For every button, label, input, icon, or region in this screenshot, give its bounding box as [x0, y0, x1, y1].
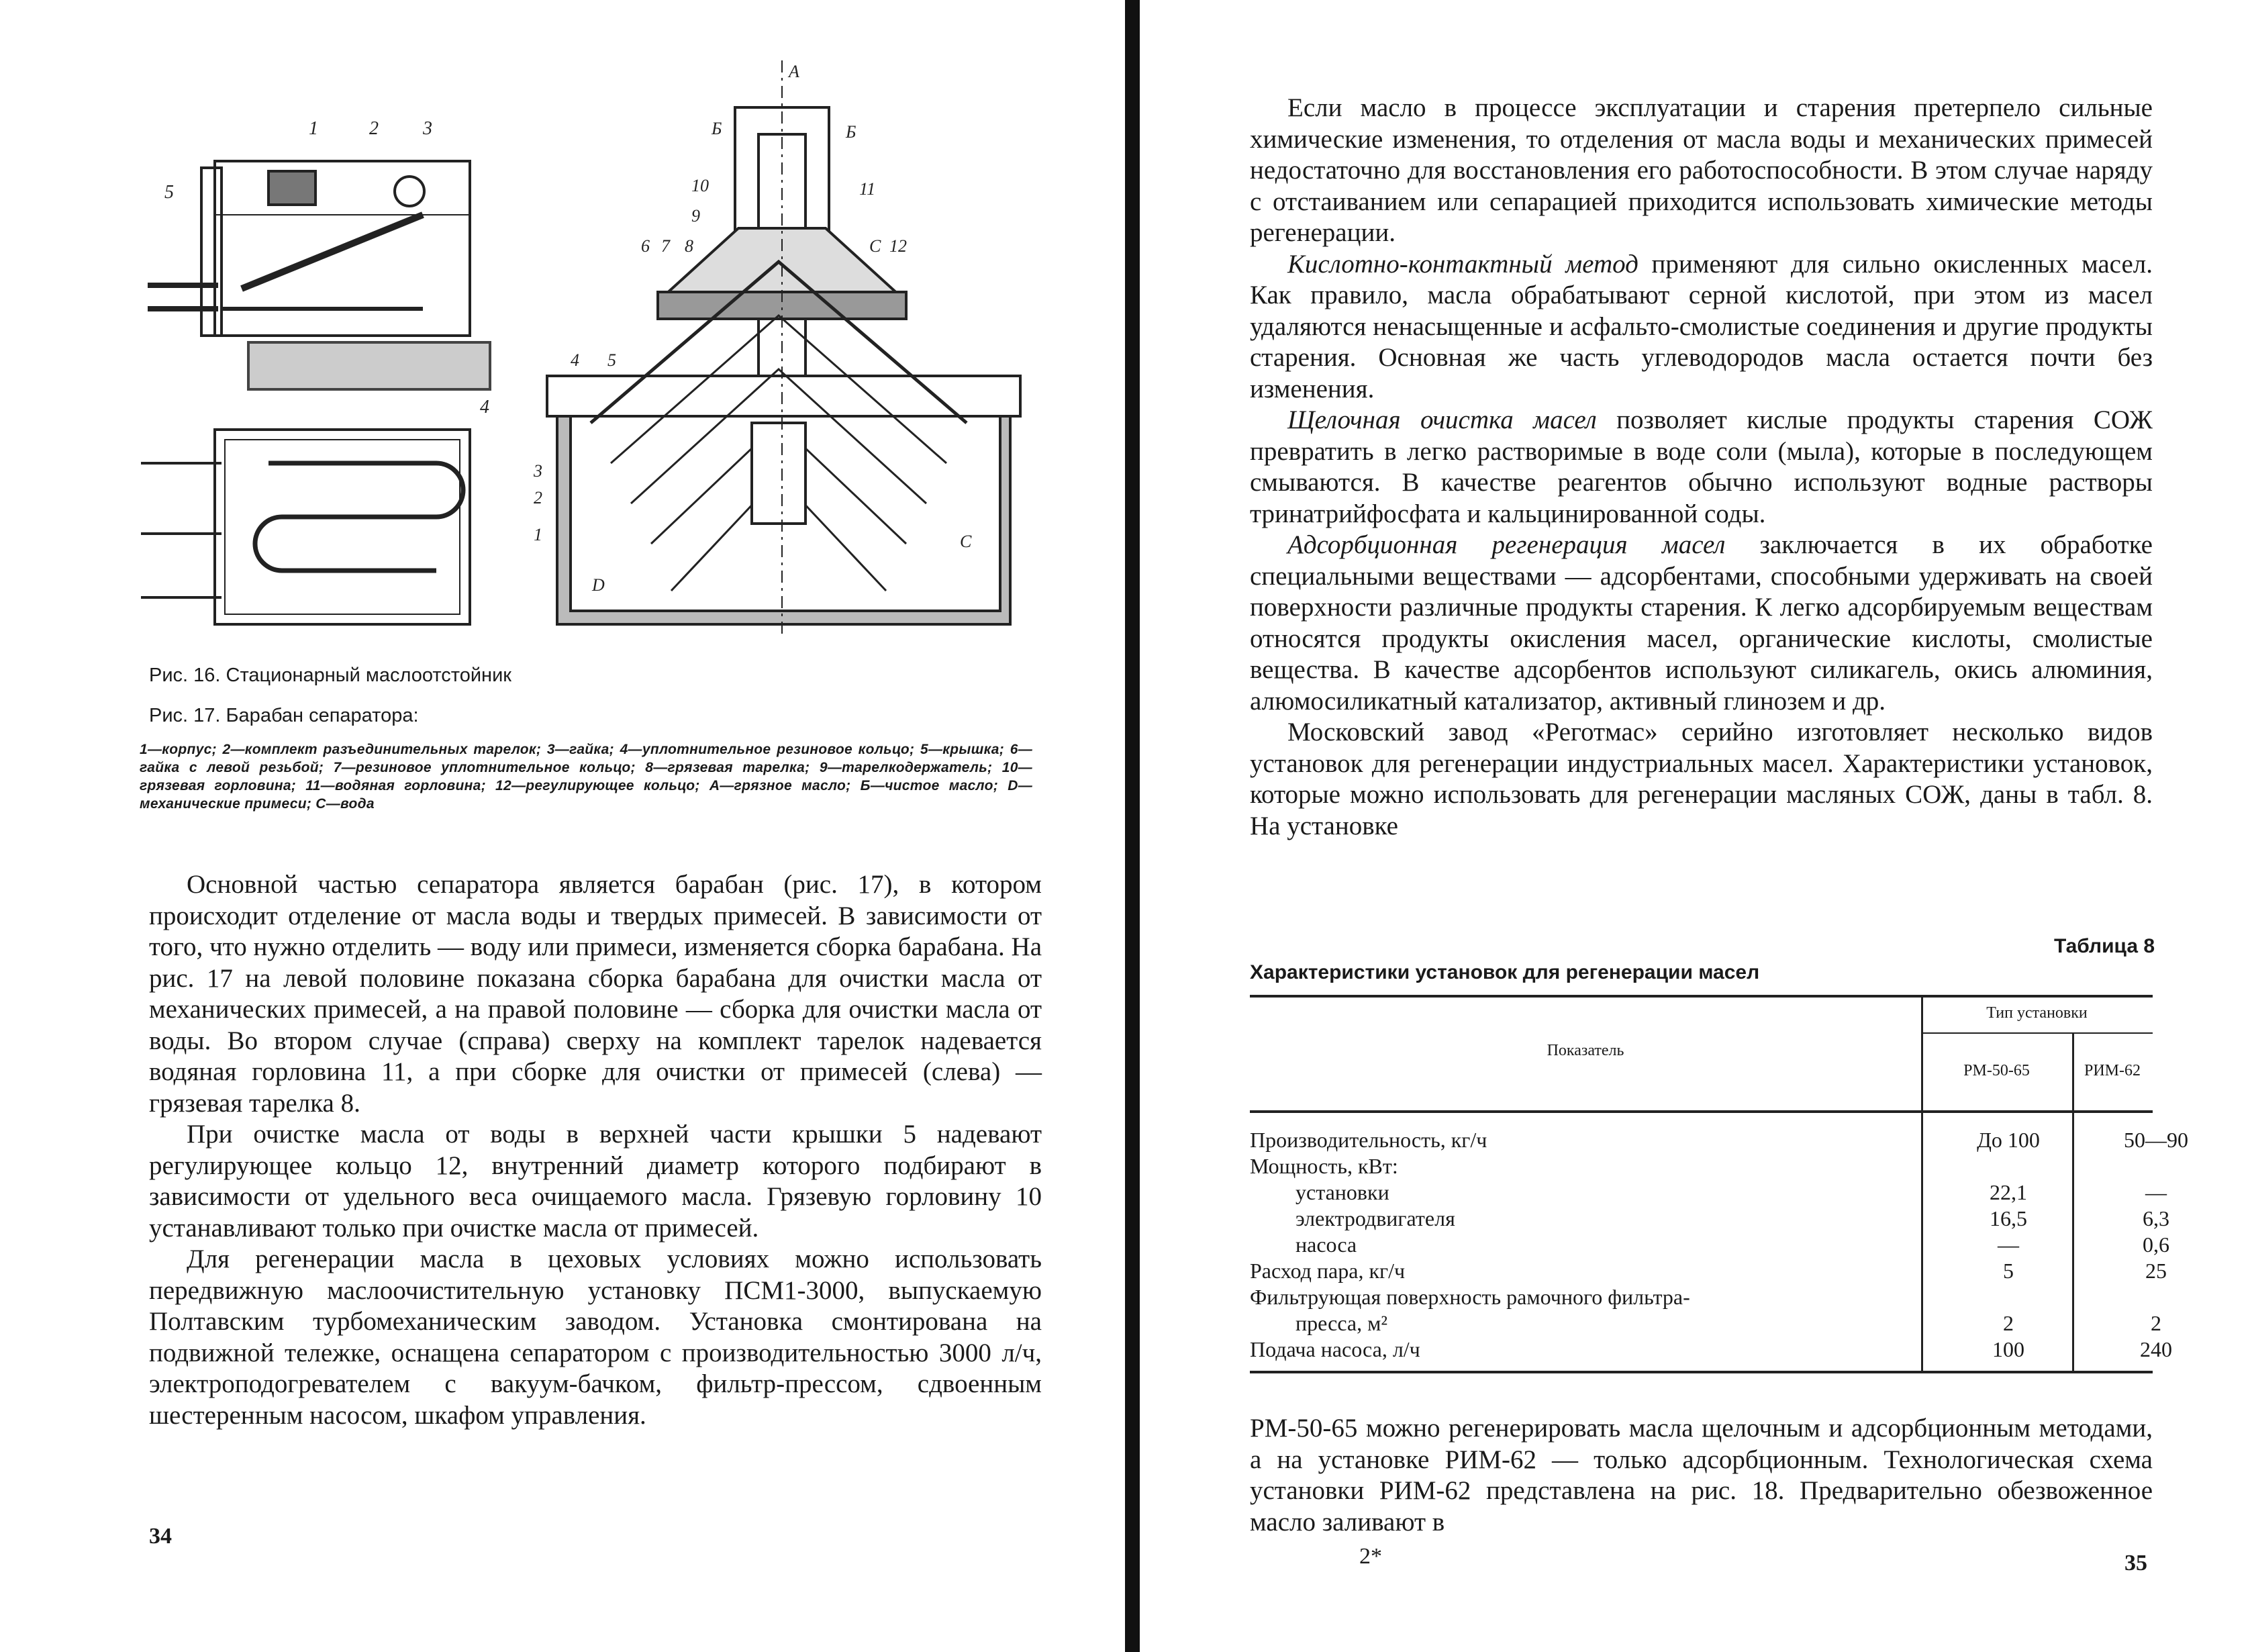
row-label-text: Подача насоса, л/ч — [1250, 1337, 1420, 1361]
table-row — [1250, 1337, 2172, 1361]
row-label — [1250, 1128, 1921, 1153]
fig17-callout: 1 — [534, 525, 542, 544]
row-label-text: Производительность, кг/ч — [1250, 1128, 1487, 1152]
fig16-callout: 1 — [309, 118, 318, 139]
paragraph-rest: позволяет кислые продукты старения СОЖ превратить в легко растворимые в воде соли (мыла), которые в последующем смываются. В качестве реагентов обычно используют водные растворы тринатрийфосфата и кальцинированной соды. — [1250, 405, 2153, 528]
right-page — [1155, 0, 2250, 1652]
disc-holder — [752, 423, 805, 524]
paragraph-italic-lead — [1250, 530, 2153, 717]
cell-rim-62: 240 — [2140, 1337, 2172, 1361]
table-row — [1250, 1259, 2167, 1283]
table-row — [1250, 1285, 2153, 1309]
signature-mark: 2* — [1359, 1544, 1382, 1569]
tank-plan-view — [141, 430, 470, 624]
table-rule-bottom — [1250, 1371, 2153, 1373]
row-label-text: Мощность, кВт: — [1250, 1154, 1398, 1178]
row-label — [1250, 1285, 1921, 1310]
fig17-callout: 5 — [607, 350, 616, 370]
fig17-callout: 10 — [691, 176, 709, 195]
paragraph: РМ-50-65 можно регенерировать масла щелочным и адсорбционным методами, а на установке РИМ-62 — только адсорбционным. Технологическая схема установки РИМ-62 представлена на рис. 18. Предварительно обезвоженное масло заливают в — [1250, 1414, 2153, 1537]
row-label — [1250, 1154, 1921, 1179]
left-body-text — [149, 869, 1042, 1431]
italic-term: Адсорбционная регенерация масел — [1287, 530, 1726, 559]
italic-term: Щелочная очистка масел — [1287, 405, 1597, 434]
fig17-callout: 7 — [661, 236, 670, 256]
cell-rm-50-65: 2 — [2003, 1311, 2014, 1335]
cell-rm-50-65: — — [1998, 1232, 2019, 1257]
tank-section-view — [148, 161, 490, 389]
table-row — [1250, 1311, 2161, 1335]
fig17-callout: D — [592, 575, 605, 595]
right-body-bottom — [1250, 1413, 2153, 1538]
paragraph-italic-lead — [1250, 405, 2153, 530]
fig17-callout: 12 — [889, 236, 907, 256]
paragraph: При очистке масла от воды в верхней части крышки 5 надевают регулирующее кольцо 12, внутренний диаметр которого подбирают в зависимости от удельного веса очищаемого масла. Грязевую горловину 10 устанавливают только при очистке масла от примесей. — [149, 1120, 1042, 1243]
header-col-a: РМ-50-65 — [1963, 1062, 2030, 1079]
paragraph: Для регенерации масла в цеховых условиях можно использовать передвижную маслоочистительную установку ПСМ1-3000, выпускаемую Полтавским турбомеханическим заводом. Установка смонтирована на подвижной тележке, оснащена сепаратором с производительностью 3000 л/ч, электроподогревателем с вакуум-бачком, фильтр-прессом, сдвоенным шестеренным насосом, шкафом управления. — [149, 1245, 1042, 1430]
cell-rm-50-65: До 100 — [1977, 1128, 2040, 1152]
row-label — [1295, 1232, 1920, 1257]
table-row — [1250, 1206, 2169, 1230]
book-gutter — [1125, 0, 1140, 1652]
cell-rim-62: — — [2145, 1180, 2167, 1204]
fig17-callout: 2 — [534, 488, 542, 507]
header-group: Тип установки — [1986, 1004, 2088, 1022]
table-rule-header — [1250, 1110, 2153, 1113]
page-number: 34 — [149, 1524, 172, 1549]
fig17-callout: Б — [846, 122, 857, 142]
row-label-text: насоса — [1295, 1232, 1357, 1257]
table-row — [1250, 1154, 2153, 1178]
row-label — [1295, 1206, 1920, 1231]
right-body-text — [1250, 93, 2153, 842]
row-label — [1250, 1337, 1921, 1362]
paragraph: Если масло в процессе эксплуатации и старения претерпело сильные химические изменения, то отделения от масла воды и механических примесей недостаточно для восстановления его работоспособности. В этом случае наряду с отстаиванием или сепарацией приходится использовать химические методы регенерации. — [1250, 93, 2153, 247]
left-page — [0, 0, 1114, 1652]
row-label-text: Фильтрующая поверхность рамочного фильтра- — [1250, 1285, 1690, 1309]
table-rule-group — [1921, 1032, 2153, 1034]
cell-rim-62: 25 — [2145, 1259, 2167, 1283]
fig17-callout: Б — [712, 119, 722, 138]
cell-rm-50-65: 5 — [2003, 1259, 2014, 1283]
row-label — [1250, 1259, 1921, 1283]
fig17-callout: 4 — [571, 350, 579, 370]
fig17-callout: А — [789, 62, 799, 81]
header-indicator: Показатель — [1547, 1042, 1624, 1059]
fig16-callout: 3 — [423, 118, 432, 139]
fig17-callout: 3 — [534, 461, 542, 481]
paragraph: Московский завод «Реготмас» серийно изготовляет несколько видов установок для регенерации индустриальных масел. Характеристики установок, которые можно использовать для регенерации масляных СОЖ, даны в табл. 8. На установке — [1250, 718, 2153, 840]
page-number: 35 — [2124, 1551, 2147, 1575]
paragraph-rest: применяют для сильно окисленных масел. Как правило, масла обрабатывают серной кислотой, при этом из масел удаляются ненасыщенные и асфальто-смолистые соединения и другие продукты старения. Основная же часть углеводородов масла остается почти без изменения. — [1250, 249, 2153, 403]
table-row — [1250, 1128, 2188, 1152]
coil-plan — [255, 463, 463, 571]
header-col-b: РИМ-62 — [2084, 1062, 2141, 1079]
fig16-callout: 4 — [480, 397, 489, 418]
paragraph-italic-lead — [1250, 249, 2153, 405]
table-number: Таблица 8 — [2054, 935, 2155, 957]
foundation — [248, 342, 490, 389]
figure-16-caption: Рис. 16. Стационарный маслоотстойник — [149, 665, 511, 686]
table-rule-top — [1250, 995, 2153, 998]
drum-section — [547, 60, 1020, 638]
fig17-callout: 11 — [859, 179, 876, 199]
row-label-text: пресса, м² — [1295, 1311, 1387, 1335]
fig16-callout: 5 — [164, 182, 174, 203]
fig17-callout: С — [869, 236, 881, 256]
fig17-callout: 6 — [641, 236, 650, 256]
cell-rim-62: 2 — [2151, 1311, 2161, 1335]
italic-term: Кислотно-контактный метод — [1287, 249, 1638, 279]
cell-rm-50-65: 100 — [1992, 1337, 2024, 1361]
row-label-text: электродвигателя — [1295, 1206, 1455, 1230]
fig17-callout: 9 — [691, 206, 700, 226]
table-title: Характеристики установок для регенерации масел — [1250, 961, 1760, 983]
table-row — [1250, 1232, 2169, 1257]
table-row — [1250, 1180, 2167, 1204]
figure-17-separator-drum — [530, 60, 1040, 638]
fig17-callout: С — [960, 532, 972, 551]
row-label-text: установки — [1295, 1180, 1389, 1204]
plan-body — [215, 430, 470, 624]
paragraph-rest: заключается в их обработке специальными веществами — адсорбентами, способными удерживать на своей поверхности различные продукты старения. К легко адсорбируемым веществам относятся продукты окисления масел, органические кислоты, смолистые вещества. В качестве адсорбентов используют силикагель, окись алюминия, алюмосиликатный катализатор, активный глинозем и др. — [1250, 530, 2153, 716]
float-ball — [395, 177, 424, 206]
cell-rim-62: 0,6 — [2143, 1232, 2169, 1257]
figure-17-caption: Рис. 17. Барабан сепаратора: — [149, 705, 419, 726]
inclined-plate — [242, 215, 423, 289]
figure-17-legend: 1—корпус; 2—комплект разъединительных тарелок; 3—гайка; 4—уплотнительное резиновое кольцо; 5—крышка; 6—гайка с левой резьбой; 7—резиновое уплотнительное кольцо; 8—грязевая тарелка; 9—тарелкодержатель; 10—грязевая горловина; 11—водяная горловина; 12—регулирующее кольцо; А—грязное масло; Б—чистое масло; D—механические примеси; С—вода — [140, 742, 1032, 812]
cell-rm-50-65: 22,1 — [1990, 1180, 2027, 1204]
fig16-callout: 2 — [369, 118, 379, 139]
cell-rm-50-65: 16,5 — [1990, 1206, 2027, 1230]
row-label — [1295, 1180, 1920, 1205]
figure-16-oil-settling-tank — [128, 114, 503, 638]
float-block — [268, 171, 315, 205]
row-label-text: Расход пара, кг/ч — [1250, 1259, 1406, 1283]
cell-rim-62: 6,3 — [2143, 1206, 2169, 1230]
table-8 — [1250, 995, 2188, 1377]
row-label — [1295, 1311, 1920, 1336]
paragraph: Основной частью сепаратора является барабан (рис. 17), в котором происходит отделение от масла воды и твердых примесей. В зависимости от того, что нужно отделить — воду или примеси, изменяется сборка барабана. На рис. 17 на левой половине показана сборка барабана для очистки масла от механических примесей, а на правой половине — сборка для очистки масла от воды. Во втором случае (справа) сверху на комплект тарелок надевается водяная горловина 11, а при сборке для очистки от примесей (слева) — грязевая тарелка 8. — [149, 870, 1042, 1118]
fig17-callout: 8 — [685, 236, 693, 256]
cell-rim-62: 50—90 — [2124, 1128, 2188, 1152]
